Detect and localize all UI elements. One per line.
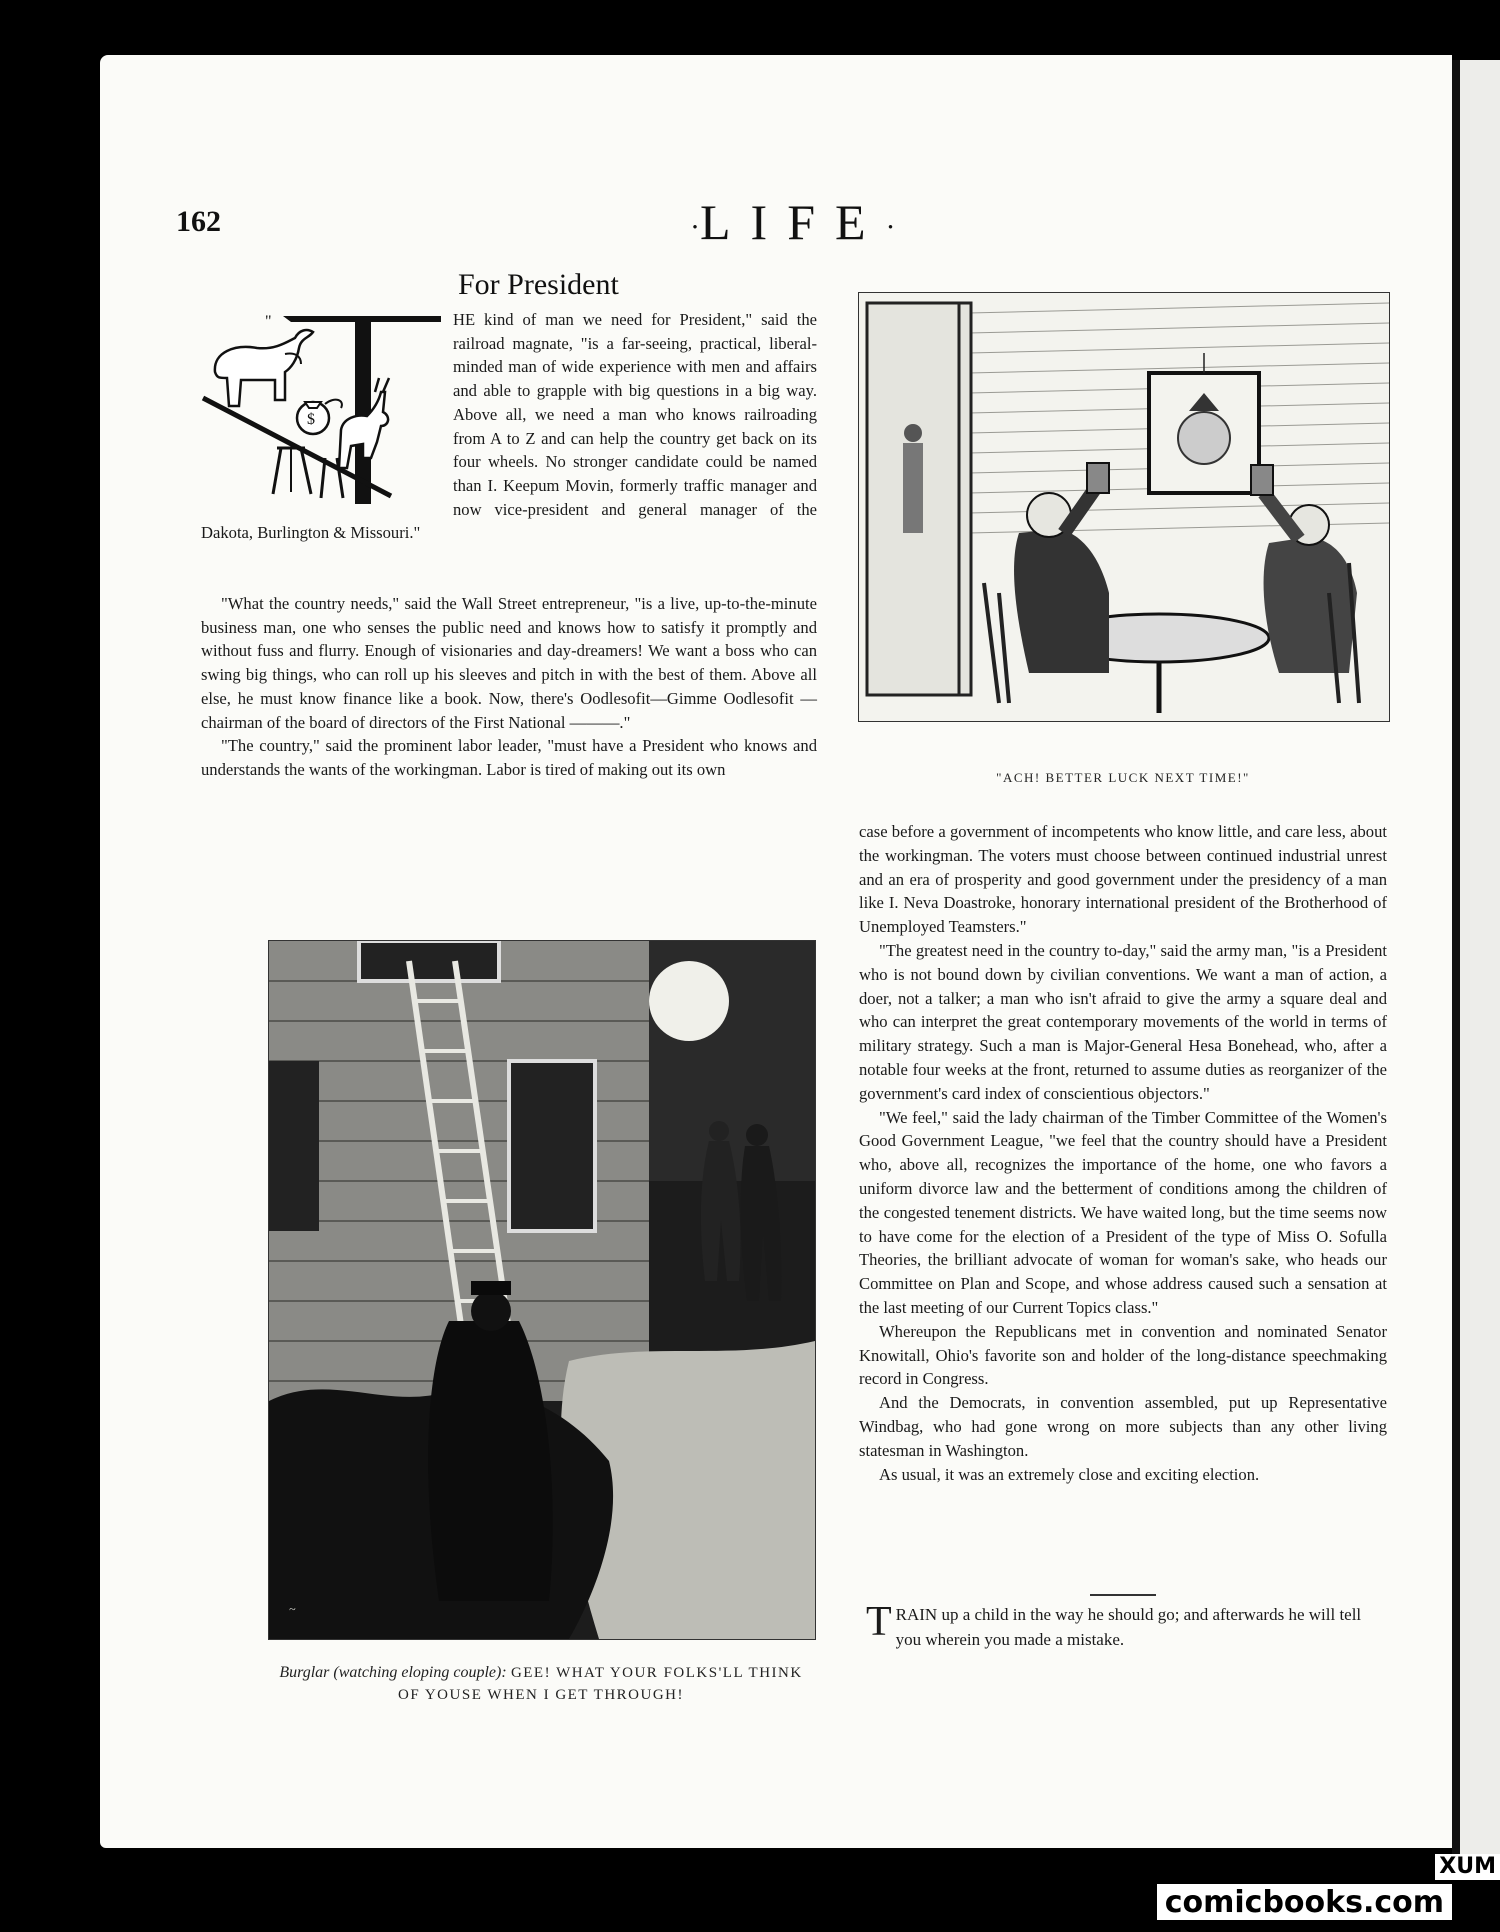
intro-text: HE kind of man we need for President," said the railroad magnate, "is a far-seeing, practical, liberal-minded man of wide experience with men and affairs and able to grapple with big questions in a big way. Above all, we need a man who knows railroading from A to Z and can help the country get back on its four wheels. No stronger candidate could be named than I. Keepum Movin, formerly traffic manager and now vice-president and general manager of the Dakota, Burlington & Missouri." (201, 310, 817, 543)
site-watermark: comicbooks.com (1157, 1884, 1452, 1920)
cartoon-burglar (268, 940, 816, 1640)
masthead (690, 193, 896, 251)
burglar-caption-speech: GEE! WHAT YOUR FOLKS'LL THINK OF YOUSE WHEN I GET THROUGH! (397, 1665, 803, 1703)
right-column-text (859, 820, 1387, 1486)
paragraph-army-man: "The greatest need in the country to-day," said the army man, "is a President who is not bound down by civilian conventions. We want a man of action, a doer, not a talker; a man who isn't afraid to give the army a square deal and who can interpret the great contemporary movements of the world in terms of military strategy. Such a man is Major-General Hesa Bonehead, who, after a notable four weeks at the front, returned to assume duties as reorganizer of the government's card index of conscientious objectors." (859, 940, 1387, 1103)
svg-text:~: ~ (289, 1602, 296, 1616)
paragraph-republicans: Whereupon the Republicans met in convention and nominated Senator Knowitall, Ohio's favorite son and holder of the long-distance speechmaking record in Congress. (859, 1321, 1387, 1389)
epigram-initial: T (866, 1599, 892, 1645)
paragraph-democrats: And the Democrats, in convention assembled, put up Representative Windbag, who had gone wrong on more subjects than any other living statesman in Washington. (859, 1393, 1387, 1460)
masthead-title: LIFE (700, 194, 886, 250)
beer-toast-illustration (859, 293, 1389, 721)
epigram (866, 1599, 1386, 1652)
masthead-dot-right: · (885, 210, 896, 244)
burglar-illustration (269, 941, 815, 1639)
paragraph-lady-chairman: "We feel," said the lady chairman of the Timber Committee of the Women's Good Government League, "we feel that the country should have a President who, above all, recognizes the importance of the home, one who favors a uniform divorce law and the betterment of conditions among the children of the congested tenement districts. We have waited long, but the time seems now to have come for the election of a President of the type of Miss O. Sofulla Theories, the brilliant advocate of woman for woman's sake, who heads our Committee on Plan and Scope, and whose address caused such a sensation at the last meeting of our Current Topics class." (859, 1107, 1387, 1317)
paragraph-wall-street: "What the country needs," said the Wall Street entrepreneur, "is a live, up-to-the-minute business man, one who senses the public need and knows how to satisfy it promptly and without fuss and flurry. Enough of visionaries and day-dreamers! We want a boss who can swing big things, who can roll up his sleeves and pitch in with the best of them. Above all else, he must know finance like a book. Now, there's Oodlesofit—Gimme Oodlesofit —chairman of the board of directors of the First National ———." (201, 594, 817, 732)
paragraph-conclusion: As usual, it was an extremely close and exciting election. (879, 1464, 1260, 1484)
paragraph-labor-leader: "The country," said the prominent labor leader, "must have a President who knows and understands the wants of the workingman. Labor is tired of making out its own (201, 736, 817, 779)
left-column-text (201, 592, 817, 782)
facing-page-edge (1452, 60, 1500, 1855)
epigram-text: RAIN up a child in the way he should go; and afterwards he will tell you wherein you made a mistake. (895, 1605, 1362, 1649)
page-number: 162 (176, 205, 221, 238)
burglar-cartoon-caption (268, 1662, 814, 1706)
beer-cartoon-caption: "ACH! BETTER LUCK NEXT TIME!" (996, 770, 1250, 785)
drop-cap-illustration (195, 308, 449, 514)
article-title: For President (458, 268, 619, 301)
watermark-tab: XUM (1435, 1854, 1500, 1880)
article-intro (201, 308, 817, 545)
cartoon-beer-toast (858, 292, 1390, 722)
elephant-donkey-seesaw-icon (195, 308, 449, 514)
burglar-caption-speaker: Burglar (watching eloping couple): (279, 1664, 507, 1681)
masthead-dot-left: · (690, 210, 700, 244)
paragraph-labor-continued: case before a government of incompetents who know little, and care less, about the workingman. The voters must choose between continued industrial unrest and an era of prosperity and good government under the presidency of a man like I. Neva Doastroke, honorary international president of the Brotherhood of Unemployed Teamsters." (859, 822, 1387, 937)
svg-text:$: $ (307, 411, 315, 428)
svg-text:": " (265, 313, 272, 330)
section-rule (1090, 1594, 1156, 1596)
